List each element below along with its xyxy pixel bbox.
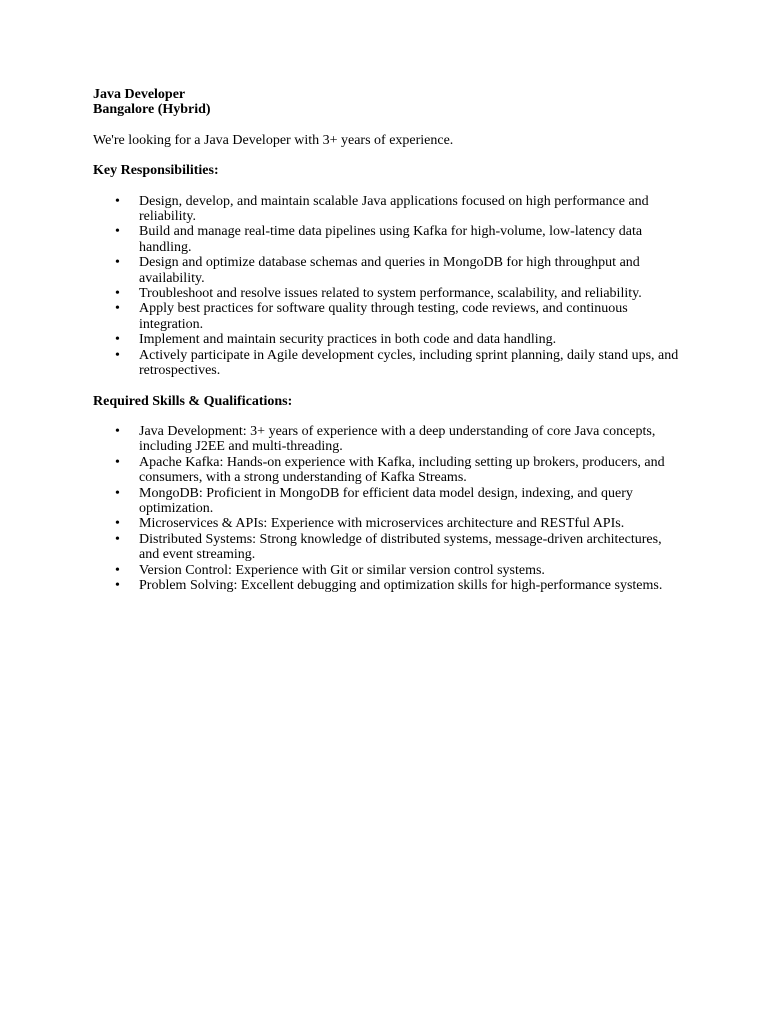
bullet-icon: •: [115, 347, 120, 363]
list-item: [93, 516, 683, 531]
list-item: [93, 424, 683, 455]
bullet-icon: •: [115, 332, 120, 348]
list-item-text: Microservices & APIs: Experience with microservices architecture and RESTful APIs.: [139, 516, 625, 532]
bullet-icon: •: [115, 485, 120, 501]
skills-heading: Required Skills & Qualifications:: [93, 393, 293, 409]
bullet-icon: •: [115, 193, 120, 209]
bullet-icon: •: [115, 531, 120, 547]
bullet-icon: •: [115, 562, 120, 578]
job-description-document: [93, 87, 683, 593]
bullet-icon: •: [115, 454, 120, 470]
job-title: Java Developer: [93, 87, 186, 102]
list-item: [93, 455, 683, 486]
responsibilities-list: [93, 194, 683, 379]
list-item-text: Version Control: Experience with Git or similar version control systems.: [139, 562, 545, 578]
list-item: [93, 348, 683, 379]
responsibilities-heading: Key Responsibilities:: [93, 163, 219, 179]
list-item-text: Implement and maintain security practices in both code and data handling.: [139, 332, 557, 348]
list-item: [93, 332, 683, 347]
list-item: [93, 578, 683, 593]
job-intro: We're looking for a Java Developer with 3+ years of experience.: [93, 132, 454, 148]
list-item-text: MongoDB: Proficient in MongoDB for efficient data model design, indexing, and query optimization.: [139, 485, 633, 516]
list-item-text: Distributed Systems: Strong knowledge of distributed systems, message-driven architectures, and event streaming.: [139, 531, 662, 563]
list-item-text: Design, develop, and maintain scalable Java applications focused on high performance and reliability.: [139, 193, 649, 225]
bullet-icon: •: [115, 516, 120, 532]
list-item-text: Problem Solving: Excellent debugging and optimization skills for high-performance systems.: [139, 577, 663, 593]
list-item: [93, 224, 683, 255]
list-item: [93, 255, 683, 286]
bullet-icon: •: [115, 286, 120, 302]
list-item-text: Build and manage real-time data pipelines using Kafka for high-volume, low-latency data handling.: [139, 224, 643, 255]
list-item: [93, 486, 683, 517]
job-location: Bangalore (Hybrid): [93, 102, 211, 118]
bullet-icon: •: [115, 224, 120, 240]
list-item: [93, 301, 683, 332]
list-item: [93, 532, 683, 563]
bullet-icon: •: [115, 301, 120, 317]
list-item-text: Actively participate in Agile development cycles, including sprint planning, daily stand ups, and retrospectives.: [139, 347, 679, 379]
list-item-text: Java Development: 3+ years of experience with a deep understanding of core Java concepts, including J2EE and multi-threading.: [139, 423, 656, 455]
list-item-text: Apply best practices for software quality through testing, code reviews, and continuous integration.: [139, 301, 628, 332]
skills-list: [93, 424, 683, 593]
list-item-text: Design and optimize database schemas and queries in MongoDB for high throughput and availability.: [139, 255, 640, 286]
list-item-text: Troubleshoot and resolve issues related to system performance, scalability, and reliability.: [139, 286, 642, 302]
list-item: [93, 194, 683, 225]
bullet-icon: •: [115, 577, 120, 593]
list-item: [93, 286, 683, 301]
list-item: [93, 563, 683, 578]
list-item-text: Apache Kafka: Hands-on experience with Kafka, including setting up brokers, producers, and consumers, with a strong understanding of Kafka Streams.: [139, 454, 665, 486]
bullet-icon: •: [115, 255, 120, 271]
bullet-icon: •: [115, 423, 120, 439]
